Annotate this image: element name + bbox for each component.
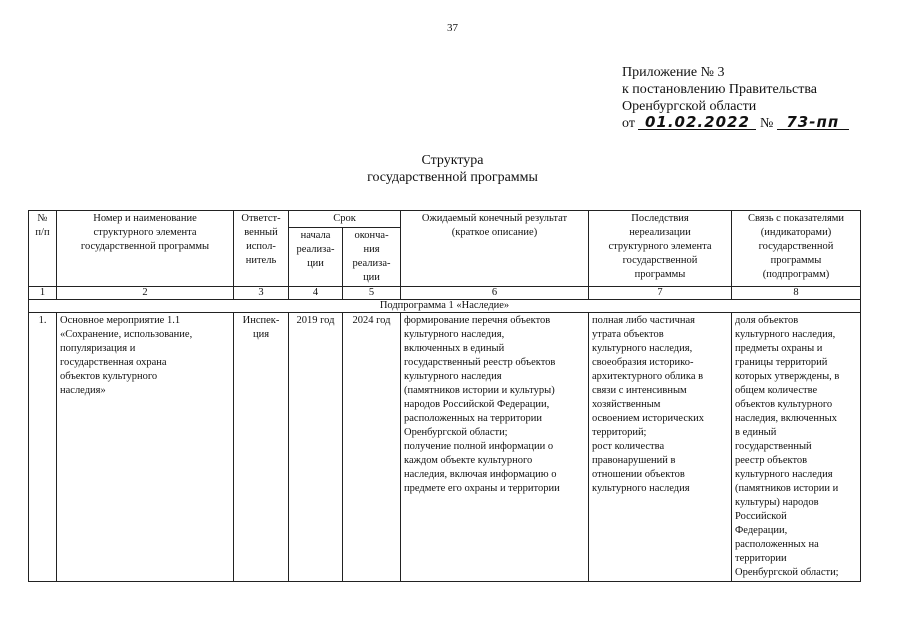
header-end: оконча- ния реализа- ции <box>343 228 401 287</box>
document-title <box>0 152 905 186</box>
column-number: 5 <box>343 287 401 300</box>
column-number: 7 <box>589 287 732 300</box>
row-result: формирование перечня объектов культурного наследия, включенных в единый государственный реестр объектов культурного наследия (памятников истории и культуры) народов Российской Федерации, расположенных на территории Оренбургской области; получение полной информации о каждом объекте культурного наследия, включая информацию о предмете его охраны и территории <box>401 313 589 582</box>
column-number-row <box>29 287 861 300</box>
number-label: № <box>759 116 774 131</box>
column-number: 3 <box>234 287 289 300</box>
page-number: 37 <box>447 22 458 34</box>
header-indicators: Связь с показателями (индикаторами) государственной программы (подпрограмм) <box>732 211 861 287</box>
row-start: 2019 год <box>289 313 343 582</box>
appendix-region-line: Оренбургской области <box>622 99 757 114</box>
header-num: № п/п <box>29 211 57 287</box>
resolution-date: 01.02.2022 <box>638 115 756 130</box>
table-row <box>29 313 861 582</box>
header-row <box>29 211 861 228</box>
appendix-title: Приложение № 3 <box>622 65 725 80</box>
row-num: 1. <box>29 313 57 582</box>
appendix-block <box>622 64 849 132</box>
row-consequences: полная либо частичная утрата объектов культурного наследия, своеобразия историко- архитектурного облика в связи с интенсивным хозяйственным освоением исторических территорий; рост количества правонарушений в отношении объектов культурного наследия <box>589 313 732 582</box>
row-name: Основное мероприятие 1.1 «Сохранение, использование, популяризация и государственная охрана объектов культурного наследия» <box>57 313 234 582</box>
header-responsible: Ответст- венный испол- нитель <box>234 211 289 287</box>
resolution-number: 73-пп <box>777 115 849 130</box>
subprogram-row <box>29 300 861 313</box>
column-number: 1 <box>29 287 57 300</box>
header-consequences: Последствия нереализации структурного элемента государственной программы <box>589 211 732 287</box>
title-line-1: Структура <box>421 153 484 168</box>
column-number: 6 <box>401 287 589 300</box>
column-number: 4 <box>289 287 343 300</box>
from-label: от <box>622 116 635 131</box>
structure-table <box>28 210 861 582</box>
row-end: 2024 год <box>343 313 401 582</box>
title-line-2: государственной программы <box>367 170 538 185</box>
column-number: 8 <box>732 287 861 300</box>
appendix-resolution-line: к постановлению Правительства <box>622 82 818 97</box>
row-responsible: Инспек- ция <box>234 313 289 582</box>
row-indicators: доля объектов культурного наследия, предметы охраны и границы территорий которых утверждены, в общем количестве объектов культурного наследия, включенных в единый государственный реестр объектов культурного наследия (памятников истории и культуры) народов Российской Федерации, расположенных на территории Оренбургской области; <box>732 313 861 582</box>
header-term: Срок <box>289 211 401 228</box>
subprogram-title: Подпрограмма 1 «Наследие» <box>29 300 861 313</box>
header-name: Номер и наименование структурного элемента государственной программы <box>57 211 234 287</box>
appendix-date-line <box>622 115 849 132</box>
column-number: 2 <box>57 287 234 300</box>
header-start: начала реализа- ции <box>289 228 343 287</box>
header-result: Ожидаемый конечный результат (краткое описание) <box>401 211 589 287</box>
